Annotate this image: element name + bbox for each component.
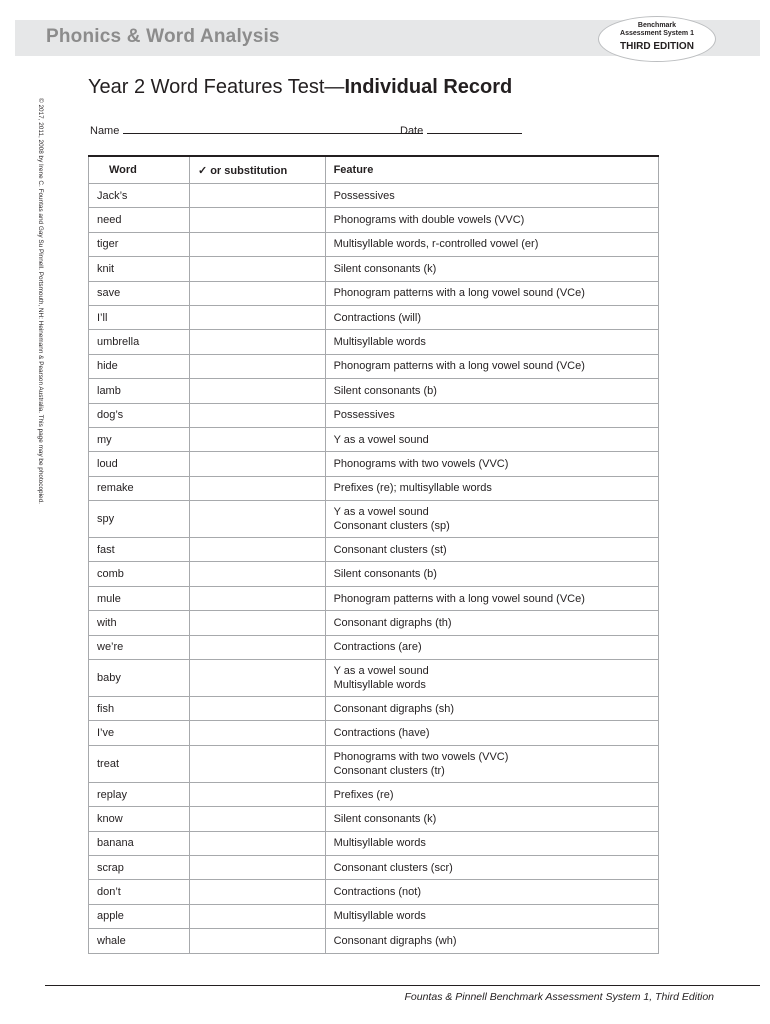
response-cell[interactable] (189, 281, 325, 305)
copyright-note: © 2017, 2011, 2008 by Irene C. Fountas and Gay Su Pinnell. Portsmouth, NH: Heinemann & Pearson Australia. This page may be photocopied. (37, 98, 44, 504)
word-cell: lamb (89, 379, 190, 403)
feature-cell (325, 586, 658, 610)
response-cell[interactable] (189, 904, 325, 928)
name-blank[interactable] (123, 123, 423, 134)
word-cell: I’ll (89, 305, 190, 329)
table-row (89, 452, 659, 476)
response-cell[interactable] (189, 635, 325, 659)
response-cell[interactable] (189, 208, 325, 232)
feature-text: Silent consonants (k) (333, 262, 437, 275)
feature-cell (325, 232, 658, 256)
feature-text: Consonant digraphs (th) (333, 616, 452, 629)
feature-text: Phonograms with two vowels (VVC) (333, 750, 509, 763)
feature-cell (325, 501, 658, 538)
edition-badge (598, 16, 716, 62)
response-cell[interactable] (189, 807, 325, 831)
word-cell: know (89, 807, 190, 831)
word-cell: hide (89, 354, 190, 378)
header-feature: Feature (325, 156, 658, 184)
feature-text: Consonant digraphs (sh) (333, 702, 455, 715)
feature-cell (325, 562, 658, 586)
feature-cell (325, 452, 658, 476)
table-row (89, 379, 659, 403)
response-cell[interactable] (189, 452, 325, 476)
table-row (89, 745, 659, 782)
response-cell[interactable] (189, 476, 325, 500)
word-cell: whale (89, 929, 190, 953)
feature-text: Consonant clusters (sp) (333, 520, 450, 533)
feature-cell (325, 379, 658, 403)
feature-text: Consonant clusters (tr) (333, 764, 445, 777)
word-cell: baby (89, 660, 190, 697)
feature-cell (325, 611, 658, 635)
feature-text: Contractions (not) (333, 886, 422, 899)
feature-text: Possessives (333, 409, 395, 422)
header-check: ✓ or substitution (189, 156, 325, 184)
table-row (89, 697, 659, 721)
table-row (89, 184, 659, 208)
response-cell[interactable] (189, 403, 325, 427)
word-cell: save (89, 281, 190, 305)
word-cell: fast (89, 538, 190, 562)
table-row (89, 281, 659, 305)
table-row (89, 305, 659, 329)
date-blank[interactable] (427, 123, 522, 134)
feature-text: Contractions (have) (333, 727, 430, 740)
feature-cell (325, 281, 658, 305)
badge-line1: Benchmark (637, 22, 677, 29)
response-cell[interactable] (189, 929, 325, 953)
page-title-regular: Year 2 Word Features Test— (88, 76, 345, 98)
feature-cell (325, 330, 658, 354)
response-cell[interactable] (189, 538, 325, 562)
feature-cell (325, 403, 658, 427)
feature-cell (325, 538, 658, 562)
response-cell[interactable] (189, 855, 325, 879)
feature-text: Consonant digraphs (wh) (333, 934, 457, 947)
table-row (89, 880, 659, 904)
response-cell[interactable] (189, 305, 325, 329)
response-cell[interactable] (189, 697, 325, 721)
feature-text: Phonogram patterns with a long vowel sound (VCe) (333, 287, 585, 300)
response-cell[interactable] (189, 831, 325, 855)
word-cell: loud (89, 452, 190, 476)
table-row (89, 476, 659, 500)
table-row (89, 427, 659, 451)
word-cell: we’re (89, 635, 190, 659)
table-row (89, 611, 659, 635)
date-field[interactable] (400, 123, 522, 137)
table-row (89, 929, 659, 953)
response-cell[interactable] (189, 782, 325, 806)
feature-text: Contractions (will) (333, 311, 421, 324)
word-cell: umbrella (89, 330, 190, 354)
section-title: Phonics & Word Analysis (46, 26, 280, 47)
response-cell[interactable] (189, 880, 325, 904)
record-table (88, 155, 659, 954)
word-cell: comb (89, 562, 190, 586)
feature-cell (325, 257, 658, 281)
response-cell[interactable] (189, 184, 325, 208)
table-row (89, 904, 659, 928)
feature-cell (325, 855, 658, 879)
word-cell: dog’s (89, 403, 190, 427)
response-cell[interactable] (189, 257, 325, 281)
feature-text: Silent consonants (b) (333, 568, 437, 581)
word-cell: scrap (89, 855, 190, 879)
footer-rule (45, 985, 760, 986)
feature-text: Prefixes (re) (333, 788, 394, 801)
word-cell: spy (89, 501, 190, 538)
feature-cell (325, 208, 658, 232)
word-cell: remake (89, 476, 190, 500)
header-word: Word (89, 156, 190, 184)
badge-line2: Assessment System 1 (620, 30, 694, 37)
badge-line3: THIRD EDITION (620, 41, 694, 52)
feature-cell (325, 831, 658, 855)
response-cell[interactable] (189, 586, 325, 610)
feature-text: Possessives (333, 189, 395, 202)
table-row (89, 721, 659, 745)
response-cell[interactable] (189, 611, 325, 635)
feature-cell (325, 880, 658, 904)
feature-text: Phonograms with double vowels (VVC) (333, 214, 525, 227)
table-row (89, 855, 659, 879)
table-row (89, 330, 659, 354)
table-row (89, 354, 659, 378)
table-row (89, 562, 659, 586)
table-row (89, 782, 659, 806)
table-header-row (89, 156, 659, 184)
table-row (89, 403, 659, 427)
table-row (89, 232, 659, 256)
table-row (89, 635, 659, 659)
word-cell: treat (89, 745, 190, 782)
response-cell[interactable] (189, 562, 325, 586)
response-cell[interactable] (189, 379, 325, 403)
response-cell[interactable] (189, 232, 325, 256)
feature-cell (325, 904, 658, 928)
name-field[interactable] (90, 123, 423, 137)
response-cell[interactable] (189, 427, 325, 451)
table-row (89, 586, 659, 610)
response-cell[interactable] (189, 660, 325, 697)
feature-text: Multisyllable words (333, 336, 426, 349)
feature-text: Prefixes (re); multisyllable words (333, 482, 492, 495)
response-cell[interactable] (189, 745, 325, 782)
word-cell: need (89, 208, 190, 232)
word-cell: banana (89, 831, 190, 855)
feature-cell (325, 929, 658, 953)
feature-text: Multisyllable words, r-controlled vowel (er) (333, 238, 539, 251)
feature-text: Multisyllable words (333, 679, 426, 692)
feature-text: Consonant clusters (st) (333, 543, 447, 556)
feature-cell (325, 354, 658, 378)
word-cell: apple (89, 904, 190, 928)
feature-cell (325, 427, 658, 451)
word-cell: Jack’s (89, 184, 190, 208)
feature-text: Multisyllable words (333, 837, 426, 850)
feature-cell (325, 184, 658, 208)
feature-text: Multisyllable words (333, 910, 426, 923)
word-cell: fish (89, 697, 190, 721)
response-cell[interactable] (189, 721, 325, 745)
response-cell[interactable] (189, 501, 325, 538)
response-cell[interactable] (189, 354, 325, 378)
feature-cell (325, 660, 658, 697)
date-label: Date (400, 125, 424, 137)
word-cell: knit (89, 257, 190, 281)
feature-text: Consonant clusters (scr) (333, 861, 453, 874)
table-row (89, 807, 659, 831)
footer-text: Fountas & Pinnell Benchmark Assessment System 1, Third Edition (404, 991, 714, 1003)
feature-cell (325, 721, 658, 745)
feature-text: Phonogram patterns with a long vowel sound (VCe) (333, 592, 585, 605)
table-row (89, 660, 659, 697)
response-cell[interactable] (189, 330, 325, 354)
table-row (89, 538, 659, 562)
feature-text: Silent consonants (b) (333, 384, 437, 397)
feature-cell (325, 476, 658, 500)
table-row (89, 501, 659, 538)
word-cell: tiger (89, 232, 190, 256)
word-cell: with (89, 611, 190, 635)
table-body (89, 184, 659, 954)
feature-text: Y as a vowel sound (333, 665, 429, 678)
feature-text: Contractions (are) (333, 641, 422, 654)
word-cell: mule (89, 586, 190, 610)
feature-cell (325, 305, 658, 329)
word-cell: don’t (89, 880, 190, 904)
page-title (88, 76, 512, 99)
table-row (89, 257, 659, 281)
name-label: Name (90, 125, 120, 137)
word-cell: replay (89, 782, 190, 806)
feature-cell (325, 807, 658, 831)
feature-cell (325, 635, 658, 659)
table-row (89, 208, 659, 232)
word-cell: I’ve (89, 721, 190, 745)
feature-text: Phonograms with two vowels (VVC) (333, 457, 509, 470)
word-cell: my (89, 427, 190, 451)
feature-text: Y as a vowel sound (333, 433, 429, 446)
feature-cell (325, 782, 658, 806)
feature-cell (325, 745, 658, 782)
feature-cell (325, 697, 658, 721)
feature-text: Y as a vowel sound (333, 506, 429, 519)
table-row (89, 831, 659, 855)
feature-text: Silent consonants (k) (333, 812, 437, 825)
feature-text: Phonogram patterns with a long vowel sound (VCe) (333, 360, 585, 373)
page-title-bold: Individual Record (344, 76, 513, 98)
